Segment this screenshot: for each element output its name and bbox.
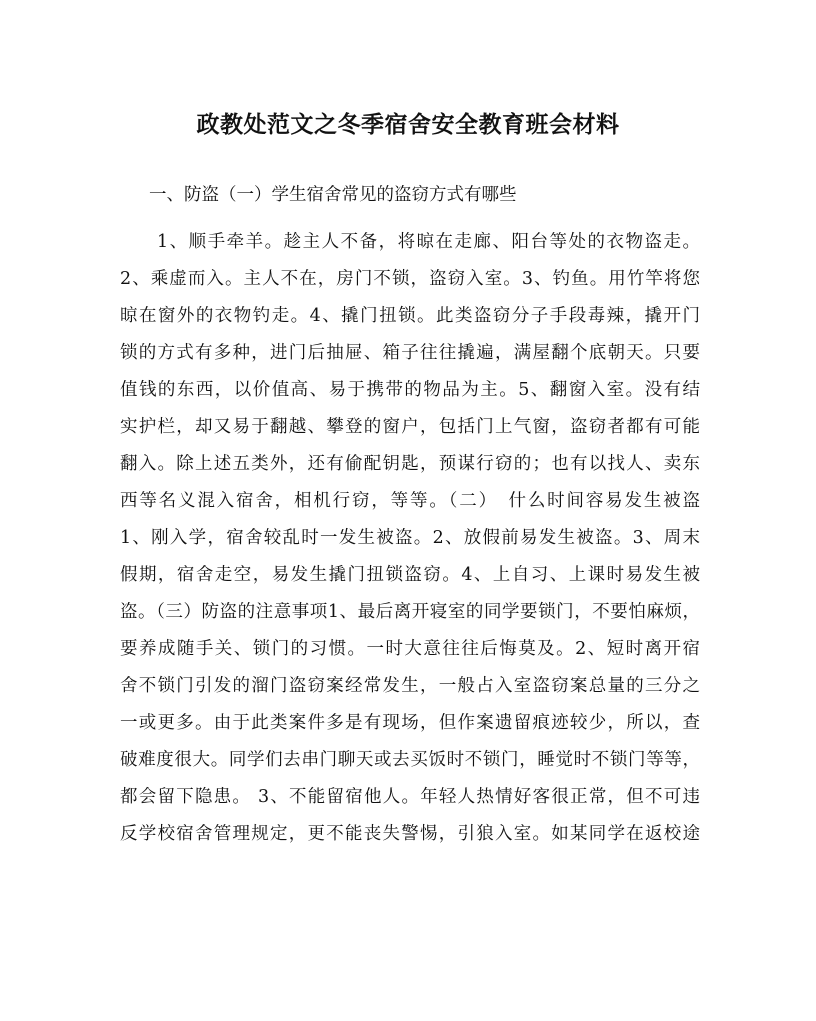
body-line: 1、顺手牵羊。趁主人不备，将晾在走廊、阳台等处的衣物盗走。 [157,232,700,252]
body-line: 一或更多。由于此类案件多是有现场，但作案遗留痕迹较少，所以，查 [120,713,700,733]
body-line: 实护栏，却又易于翻越、攀登的窗户，包括门上气窗，盗窃者都有可能 [120,417,700,437]
body-line: 锁的方式有多种，进门后抽屉、箱子往往撬遍，满屋翻个底朝天。只要 [120,343,700,363]
body-line: 破难度很大。同学们去串门聊天或去买饭时不锁门，睡觉时不锁门等等， [120,750,700,770]
body-line: 晾在窗外的衣物钓走。4、撬门扭锁。此类盗窃分子手段毒辣，撬开门 [120,306,700,326]
body-line: 要养成随手关、锁门的习惯。一时大意往往后悔莫及。2、短时离开宿 [120,639,700,659]
body-line: 2、乘虚而入。主人不在，房门不锁，盗窃入室。3、钓鱼。用竹竿将您 [120,269,700,289]
body-line: 反学校宿舍管理规定，更不能丧失警惕，引狼入室。如某同学在返校途 [120,824,700,844]
body-line: 假期，宿舍走空，易发生撬门扭锁盗窃。4、上自习、上课时易发生被 [120,565,700,585]
section-heading: 一、防盗（一）学生宿舍常见的盗窃方式有哪些 [149,185,517,205]
body-line: 盗。（三）防盗的注意事项1、最后离开寝室的同学要锁门，不要怕麻烦， [120,602,700,622]
body-line: 翻入。除上述五类外，还有偷配钥匙，预谋行窃的；也有以找人、卖东 [120,454,700,474]
body-line: 值钱的东西，以价值高、易于携带的物品为主。5、翻窗入室。没有结 [120,380,700,400]
document-title: 政教处范文之冬季宿舍安全教育班会材料 [196,111,620,138]
body-line: 舍不锁门引发的溜门盗窃案经常发生，一般占入室盗窃案总量的三分之 [120,676,700,696]
body-line: 西等名义混入宿舍，相机行窃，等等。（二） 什么时间容易发生被盗 [120,491,700,511]
body-line: 1、刚入学，宿舍较乱时一发生被盗。2、放假前易发生被盗。3、周末 [120,528,700,548]
body-line: 都会留下隐患。 3、不能留宿他人。年轻人热情好客很正常，但不可违 [120,787,700,807]
